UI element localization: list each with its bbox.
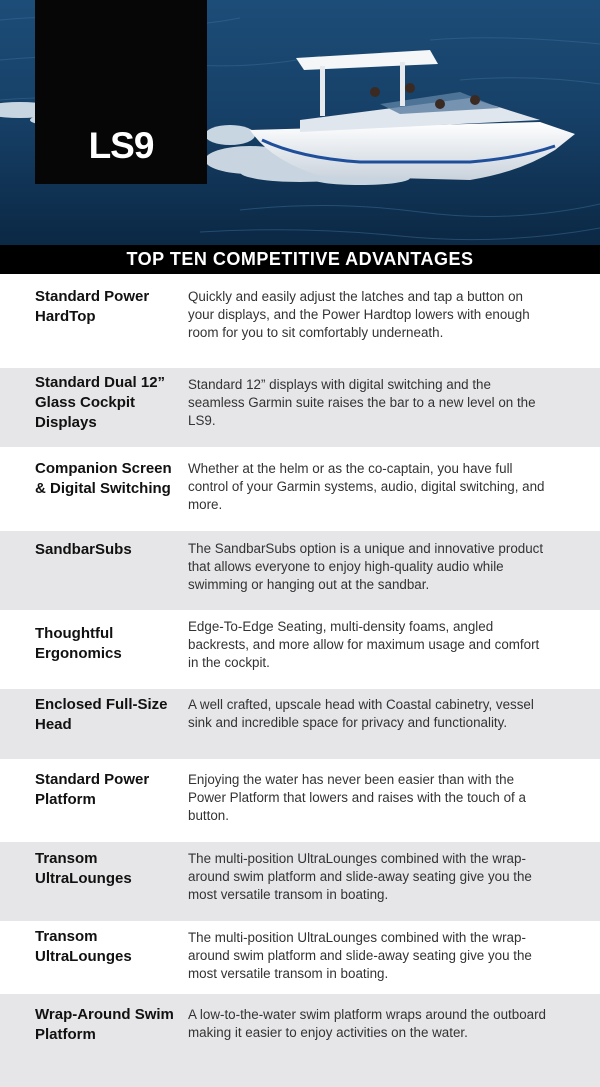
advantage-title: Standard Dual 12” Glass Cockpit Displays — [35, 374, 166, 431]
advantage-description: The SandbarSubs option is a unique and innovative product that allows everyone to enjoy high-quality audio while swimming or hanging out at the sandbar. — [188, 541, 544, 592]
list-item — [0, 921, 600, 994]
list-item — [0, 759, 600, 842]
list-item — [0, 368, 600, 447]
advantage-title: Transom UltraLounges — [35, 850, 132, 887]
advantage-description: Quickly and easily adjust the latches and tap a button on your displays, and the Power Hardtop lowers with enough room for you to sit comfortably underneath. — [188, 289, 530, 340]
list-item — [0, 610, 600, 689]
advantage-description: Enjoying the water has never been easier than with the Power Platform that lowers and raises with the touch of a button. — [188, 772, 526, 823]
advantage-title: Standard Power Platform — [35, 771, 150, 808]
advantage-title: Enclosed Full-Size Head — [35, 696, 168, 733]
advantage-description: A well crafted, upscale head with Coastal cabinetry, vessel sink and incredible space for privacy and functionality. — [188, 697, 534, 730]
advantage-description: Standard 12” displays with digital switching and the seamless Garmin suite raises the bar to a new level on the LS9. — [188, 377, 536, 428]
list-item — [0, 689, 600, 759]
advantages-list — [0, 274, 600, 1087]
advantage-title: Thoughtful Ergonomics — [35, 625, 122, 662]
advantage-description: The multi-position UltraLounges combined with the wrap-around swim platform and slide-away seating give you the most versatile transom in boating. — [188, 930, 532, 981]
list-item — [0, 994, 600, 1087]
list-item — [0, 531, 600, 610]
advantage-title: SandbarSubs — [35, 541, 132, 558]
advantage-title: Wrap-Around Swim Platform — [35, 1006, 174, 1043]
advantage-title: Standard Power HardTop — [35, 288, 150, 325]
advantage-title: Companion Screen & Digital Switching — [35, 460, 172, 497]
model-name: LS9 — [88, 125, 154, 166]
hero-image — [0, 0, 600, 245]
advantage-description: The multi-position UltraLounges combined with the wrap-around swim platform and slide-away seating give you the most versatile transom in boating. — [188, 851, 532, 902]
advantage-description: A low-to-the-water swim platform wraps around the outboard making it easier to enjoy activities on the water. — [188, 1007, 546, 1040]
section-banner: TOP TEN COMPETITIVE ADVANTAGES — [0, 245, 600, 274]
list-item — [0, 274, 600, 368]
list-item — [0, 447, 600, 531]
advantage-description: Whether at the helm or as the co-captain, you have full control of your Garmin systems, audio, digital switching, and more. — [188, 461, 545, 512]
advantage-description: Edge-To-Edge Seating, multi-density foams, angled backrests, and more allow for maximum usage and comfort in the cockpit. — [188, 619, 540, 670]
advantage-title: Transom UltraLounges — [35, 928, 132, 965]
model-badge — [35, 0, 207, 184]
list-item — [0, 842, 600, 921]
